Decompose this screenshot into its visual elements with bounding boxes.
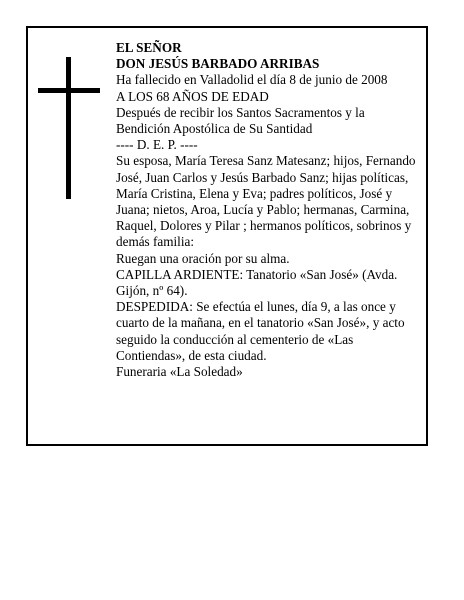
chapel-paragraph: CAPILLA ARDIENTE: Tanatorio «San José» (Avda. Gijón, nº 64). — [116, 266, 398, 299]
notice-content — [116, 40, 422, 380]
title-line-1: EL SEÑOR — [116, 40, 182, 55]
rip-line: ---- D. E. P. ---- — [116, 137, 198, 153]
sacraments-paragraph: Después de recibir los Santos Sacramentos y la Bendición Apostólica de Su Santidad — [116, 104, 365, 137]
farewell-paragraph: DESPEDIDA: Se efectúa el lunes, día 9, a las once y cuarto de la mañana, en el tanatorio «San José», y acto seguido la conducción al cementerio de «Las Contiendas», de esta ciudad. — [116, 299, 405, 363]
cross-vertical-bar — [66, 57, 71, 199]
obituary-notice — [26, 26, 428, 446]
death-info: Ha fallecido en Valladolid el día 8 de junio de 2008 — [116, 72, 388, 88]
family-paragraph: Su esposa, María Teresa Sanz Matesanz; hijos, Fernando José, Juan Carlos y Jesús Barbado Sanz; hijas políticas, María Cristina, Elena y Eva; padres políticos, José y Juana; nietos, Aroa, Lucía y Pablo; hermanas, Carmina, Raquel, Dolores y Pilar ; hermanos políticos, sobrinos y demás familia: — [116, 153, 416, 250]
cross-icon — [38, 57, 100, 199]
funeral-home-line: Funeraria «La Soledad» — [116, 364, 243, 380]
prayer-line: Ruegan una oración por su alma. — [116, 250, 290, 266]
deceased-name: DON JESÚS BARBADO ARRIBAS — [116, 56, 320, 72]
cross-horizontal-bar — [38, 88, 100, 93]
age-line: A LOS 68 AÑOS DE EDAD — [116, 88, 269, 104]
